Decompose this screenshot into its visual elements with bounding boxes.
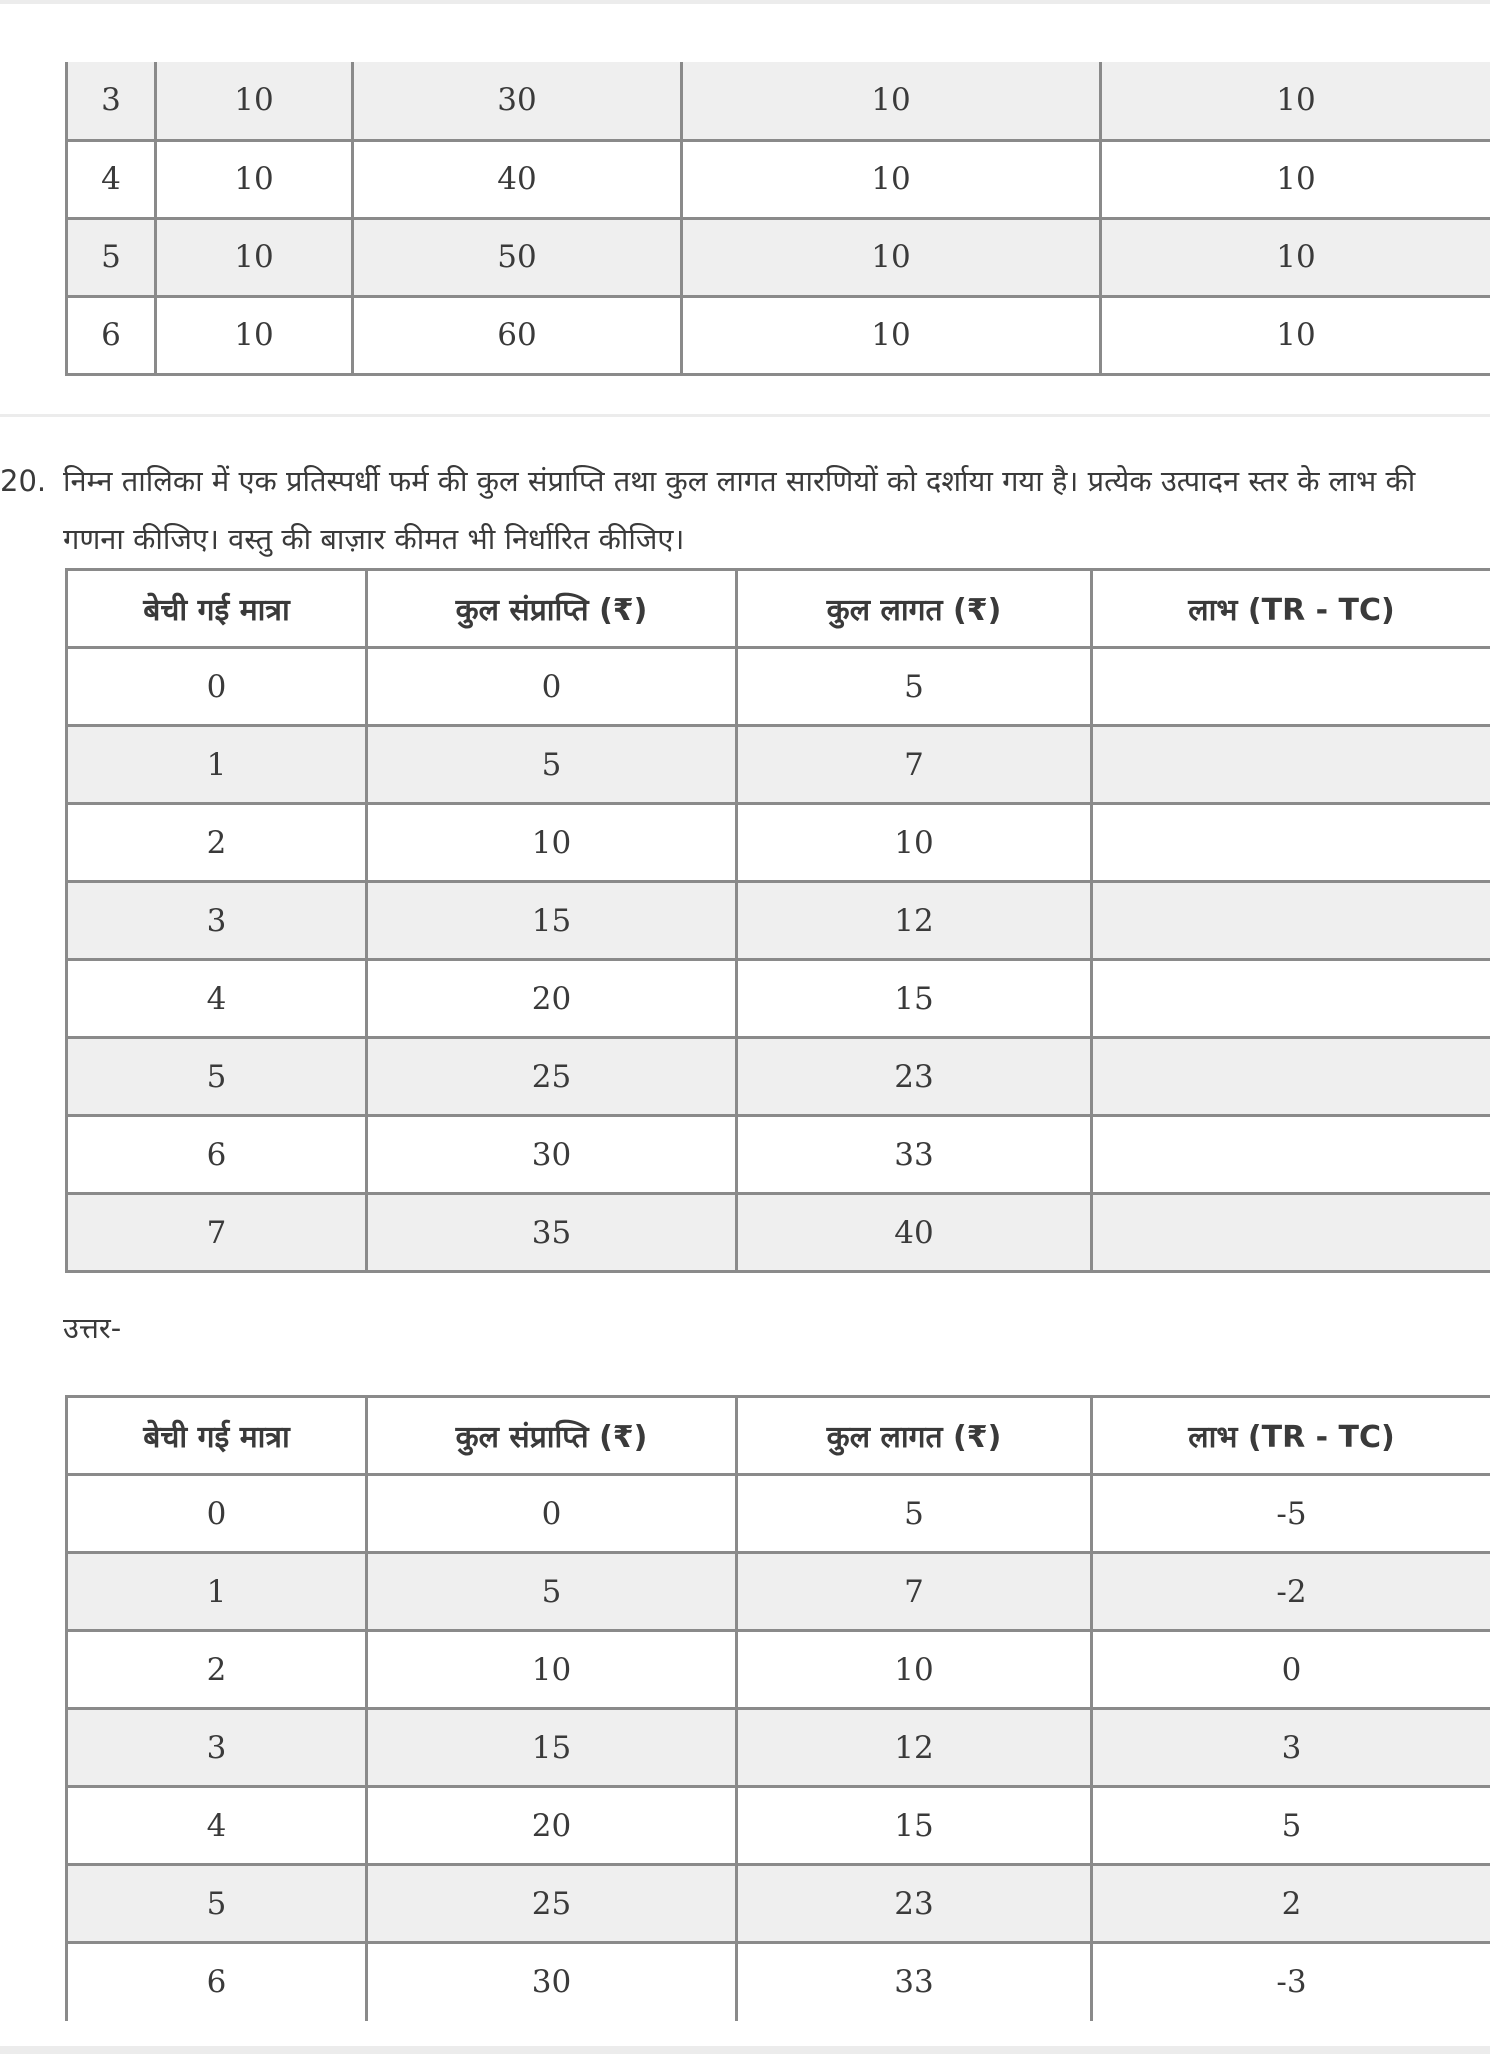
table-cell [1092, 1116, 1490, 1194]
table-cell: 10 [682, 140, 1101, 218]
table-cell: 6 [67, 1943, 367, 2021]
table-cell: 10 [1101, 62, 1490, 140]
table-cell: 40 [353, 140, 682, 218]
section-divider [0, 414, 1490, 417]
table-cell: 4 [67, 140, 156, 218]
table-cell: 3 [67, 62, 156, 140]
table-cell: 5 [737, 1475, 1092, 1553]
column-header: बेची गई मात्रा [67, 570, 367, 648]
table-cell: 5 [367, 1553, 737, 1631]
table-row [67, 62, 1490, 140]
column-header: कुल संप्राप्ति (₹) [367, 1397, 737, 1475]
table-cell: 1 [67, 726, 367, 804]
table-row [67, 1194, 1490, 1272]
table-cell: 15 [737, 1787, 1092, 1865]
column-header: लाभ (TR - TC) [1092, 1397, 1490, 1475]
table-cell: 10 [367, 1631, 737, 1709]
table-cell: 6 [67, 296, 156, 374]
table-cell [1092, 726, 1490, 804]
table-cell: 33 [737, 1116, 1092, 1194]
table-cell: 10 [156, 218, 353, 296]
table-cell: 25 [367, 1038, 737, 1116]
question-number: 20. [0, 464, 47, 498]
table-cell [1092, 648, 1490, 726]
table-cell: 4 [67, 960, 367, 1038]
table-cell: 10 [367, 804, 737, 882]
table-row [67, 1631, 1490, 1709]
table-cell: 1 [67, 1553, 367, 1631]
question-table [65, 568, 1490, 1273]
table-cell: 30 [367, 1943, 737, 2021]
table-row [67, 960, 1490, 1038]
column-header: बेची गई मात्रा [67, 1397, 367, 1475]
table-cell: 20 [367, 960, 737, 1038]
table-row [67, 218, 1490, 296]
table-cell [1092, 882, 1490, 960]
table-cell: 7 [737, 1553, 1092, 1631]
table-cell: 10 [156, 140, 353, 218]
table-cell [1092, 1194, 1490, 1272]
column-header: कुल लागत (₹) [737, 1397, 1092, 1475]
table-cell: 2 [1092, 1865, 1490, 1943]
table-cell: 35 [367, 1194, 737, 1272]
table-row [67, 1787, 1490, 1865]
table-cell: 12 [737, 1709, 1092, 1787]
table-cell: 30 [353, 62, 682, 140]
table-cell: 20 [367, 1787, 737, 1865]
table-row [67, 296, 1490, 374]
table-cell: 12 [737, 882, 1092, 960]
answer-table [65, 1395, 1490, 2021]
table-row [67, 1116, 1490, 1194]
table-cell: 0 [67, 648, 367, 726]
table-cell: 7 [67, 1194, 367, 1272]
table-cell: 3 [67, 1709, 367, 1787]
table-cell: 10 [1101, 218, 1490, 296]
table-row [67, 1475, 1490, 1553]
table-cell: 50 [353, 218, 682, 296]
table-cell [1092, 960, 1490, 1038]
table-cell: 0 [67, 1475, 367, 1553]
table-cell: 5 [1092, 1787, 1490, 1865]
table-cell [1092, 804, 1490, 882]
table-row [67, 1038, 1490, 1116]
table-cell: 5 [67, 1038, 367, 1116]
column-header: लाभ (TR - TC) [1092, 570, 1490, 648]
table-cell: 4 [67, 1787, 367, 1865]
table-cell: 7 [737, 726, 1092, 804]
table-cell: 60 [353, 296, 682, 374]
table-row [67, 648, 1490, 726]
previous-table [65, 62, 1490, 376]
column-header: कुल संप्राप्ति (₹) [367, 570, 737, 648]
table-cell: 5 [67, 1865, 367, 1943]
column-header: कुल लागत (₹) [737, 570, 1092, 648]
table-row [67, 140, 1490, 218]
table-cell: 0 [367, 1475, 737, 1553]
table-cell: 5 [367, 726, 737, 804]
table-cell: 0 [367, 648, 737, 726]
bottom-divider [0, 2046, 1490, 2054]
table-row [67, 1943, 1490, 2021]
table-cell: 10 [156, 62, 353, 140]
table-row [67, 726, 1490, 804]
table-cell: 15 [737, 960, 1092, 1038]
table-cell: 2 [67, 1631, 367, 1709]
top-divider [0, 0, 1490, 4]
answer-label: उत्तर- [63, 1311, 122, 1345]
table-cell: -5 [1092, 1475, 1490, 1553]
table-row [67, 1709, 1490, 1787]
table-cell: 10 [156, 296, 353, 374]
table-cell: 3 [1092, 1709, 1490, 1787]
table-cell: 23 [737, 1865, 1092, 1943]
table-cell: 10 [1101, 140, 1490, 218]
table-cell: 10 [737, 1631, 1092, 1709]
table-cell: -3 [1092, 1943, 1490, 2021]
table-cell: 3 [67, 882, 367, 960]
table-cell: 15 [367, 882, 737, 960]
table-cell: 30 [367, 1116, 737, 1194]
table-cell: -2 [1092, 1553, 1490, 1631]
question-text: निम्न तालिका में एक प्रतिस्पर्धी फर्म की कुल संप्राप्ति तथा कुल लागत सारणियों को दर्शाया गया है। प्रत्येक उत्पादन स्तर के लाभ की गणना कीजिए। वस्तु की बाज़ार कीमत भी निर्धारित कीजिए। [63, 464, 1416, 556]
table-cell: 15 [367, 1709, 737, 1787]
table-row [67, 804, 1490, 882]
table-cell [1092, 1038, 1490, 1116]
table-cell: 6 [67, 1116, 367, 1194]
table-cell: 10 [1101, 296, 1490, 374]
table-row [67, 1553, 1490, 1631]
table-cell: 10 [682, 218, 1101, 296]
table-cell: 33 [737, 1943, 1092, 2021]
table-cell: 5 [737, 648, 1092, 726]
table-cell: 40 [737, 1194, 1092, 1272]
table-cell: 10 [682, 62, 1101, 140]
table-cell: 23 [737, 1038, 1092, 1116]
table-cell: 10 [682, 296, 1101, 374]
table-cell: 25 [367, 1865, 737, 1943]
table-row [67, 1865, 1490, 1943]
table-cell: 10 [737, 804, 1092, 882]
table-cell: 5 [67, 218, 156, 296]
table-row [67, 882, 1490, 960]
table-cell: 2 [67, 804, 367, 882]
table-cell: 0 [1092, 1631, 1490, 1709]
